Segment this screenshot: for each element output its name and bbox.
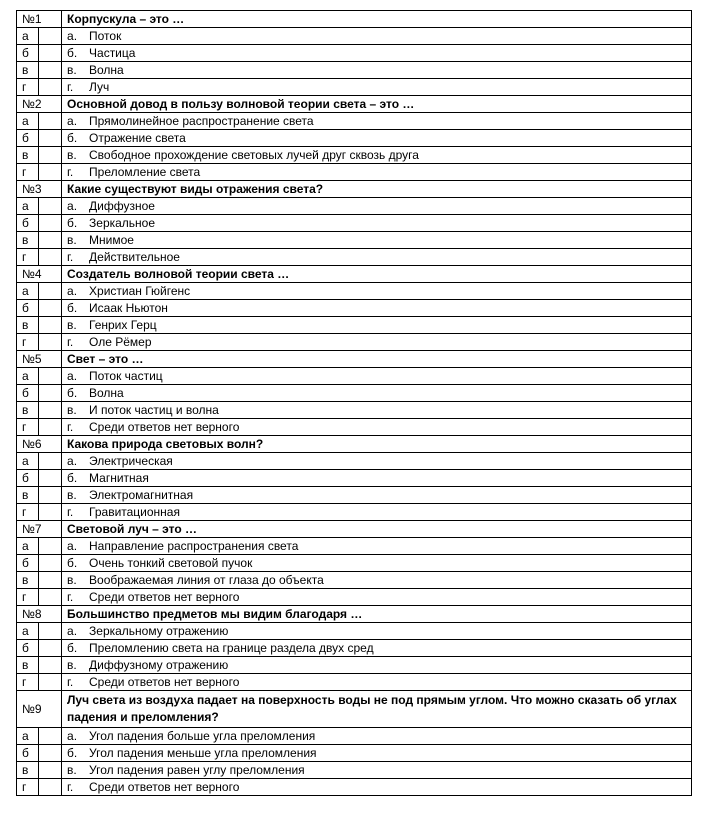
answer-letter-cell: б — [17, 300, 39, 317]
option-text: Электромагнитная — [89, 488, 194, 502]
option-text: Угол падения больше угла преломления — [89, 729, 316, 743]
question-text: Световой луч – это … — [62, 521, 692, 538]
answer-letter-cell: а — [17, 198, 39, 215]
option-marker: г. — [67, 505, 74, 519]
option-marker: б. — [67, 641, 78, 655]
answer-option — [62, 779, 692, 796]
option-text: Зеркальное — [89, 216, 156, 230]
option-text: Волна — [89, 63, 124, 77]
answer-option — [62, 283, 692, 300]
answer-row — [17, 419, 692, 436]
option-marker: а. — [67, 199, 78, 213]
option-text: Поток частиц — [89, 369, 163, 383]
option-text: Свободное прохождение световых лучей друг сквозь друга — [89, 148, 419, 162]
answer-option — [62, 640, 692, 657]
answer-option — [62, 470, 692, 487]
answer-letter-cell: а — [17, 28, 39, 45]
option-marker: а. — [67, 729, 78, 743]
option-marker: б. — [67, 386, 78, 400]
answer-letter-cell: б — [17, 555, 39, 572]
option-text: Среди ответов нет верного — [89, 590, 240, 604]
question-number: №9 — [17, 691, 62, 728]
answer-row — [17, 385, 692, 402]
question-header-row — [17, 436, 692, 453]
answer-letter-cell: а — [17, 113, 39, 130]
option-text: Преломление света — [89, 165, 201, 179]
answer-row — [17, 779, 692, 796]
answer-option — [62, 317, 692, 334]
answer-row — [17, 728, 692, 745]
answer-letter-cell: в — [17, 147, 39, 164]
answer-mark-cell[interactable] — [39, 147, 62, 164]
option-marker: г. — [67, 675, 74, 689]
option-text: Поток — [89, 29, 122, 43]
answer-mark-cell[interactable] — [39, 215, 62, 232]
answer-mark-cell[interactable] — [39, 779, 62, 796]
option-text: Преломлению света на границе раздела двух сред — [89, 641, 374, 655]
answer-row — [17, 487, 692, 504]
option-text: Угол падения равен углу преломления — [89, 763, 305, 777]
answer-option — [62, 402, 692, 419]
answer-mark-cell[interactable] — [39, 368, 62, 385]
question-text: Основной довод в пользу волновой теории света – это … — [62, 96, 692, 113]
answer-mark-cell[interactable] — [39, 640, 62, 657]
option-text: Угол падения меньше угла преломления — [89, 746, 317, 760]
answer-letter-cell: г — [17, 249, 39, 266]
answer-row — [17, 745, 692, 762]
answer-mark-cell[interactable] — [39, 572, 62, 589]
answer-mark-cell[interactable] — [39, 300, 62, 317]
option-text: Волна — [89, 386, 124, 400]
option-marker: г. — [67, 780, 74, 794]
answer-row — [17, 249, 692, 266]
option-marker: а. — [67, 624, 78, 638]
answer-option — [62, 130, 692, 147]
answer-mark-cell[interactable] — [39, 402, 62, 419]
answer-letter-cell: г — [17, 674, 39, 691]
answer-mark-cell[interactable] — [39, 198, 62, 215]
answer-letter-cell: б — [17, 745, 39, 762]
answer-mark-cell[interactable] — [39, 745, 62, 762]
question-number: №1 — [17, 11, 62, 28]
answer-row — [17, 198, 692, 215]
answer-letter-cell: г — [17, 79, 39, 96]
answer-mark-cell[interactable] — [39, 538, 62, 555]
answer-letter-cell: б — [17, 215, 39, 232]
question-number: №3 — [17, 181, 62, 198]
option-marker: в. — [67, 658, 77, 672]
option-marker: а. — [67, 29, 78, 43]
answer-row — [17, 674, 692, 691]
answer-mark-cell[interactable] — [39, 453, 62, 470]
answer-mark-cell[interactable] — [39, 283, 62, 300]
answer-mark-cell[interactable] — [39, 657, 62, 674]
answer-mark-cell[interactable] — [39, 62, 62, 79]
answer-option — [62, 674, 692, 691]
question-header-row — [17, 691, 692, 728]
answer-letter-cell: г — [17, 419, 39, 436]
answer-option — [62, 453, 692, 470]
option-text: Исаак Ньютон — [89, 301, 168, 315]
answer-option — [62, 728, 692, 745]
answer-row — [17, 555, 692, 572]
option-marker: г. — [67, 80, 74, 94]
option-text: Прямолинейное распространение света — [89, 114, 314, 128]
answer-row — [17, 762, 692, 779]
option-marker: а. — [67, 369, 78, 383]
answer-option — [62, 487, 692, 504]
answer-option — [62, 657, 692, 674]
question-number: №7 — [17, 521, 62, 538]
option-marker: г. — [67, 165, 74, 179]
answer-mark-cell[interactable] — [39, 728, 62, 745]
answer-letter-cell: б — [17, 45, 39, 62]
answer-option — [62, 62, 692, 79]
question-header-row — [17, 521, 692, 538]
answer-mark-cell[interactable] — [39, 470, 62, 487]
question-text: Корпускула – это … — [62, 11, 692, 28]
answer-mark-cell[interactable] — [39, 487, 62, 504]
answer-mark-cell[interactable] — [39, 589, 62, 606]
answer-letter-cell: б — [17, 385, 39, 402]
option-marker: в. — [67, 403, 77, 417]
option-marker: б. — [67, 746, 78, 760]
answer-letter-cell: а — [17, 368, 39, 385]
answer-row — [17, 368, 692, 385]
answer-letter-cell: б — [17, 640, 39, 657]
question-header-row — [17, 96, 692, 113]
option-marker: б. — [67, 131, 78, 145]
answer-option — [62, 164, 692, 181]
question-header-row — [17, 606, 692, 623]
option-marker: б. — [67, 46, 78, 60]
answer-letter-cell: г — [17, 164, 39, 181]
option-marker: б. — [67, 301, 78, 315]
option-text: Среди ответов нет верного — [89, 420, 240, 434]
answer-row — [17, 623, 692, 640]
answer-letter-cell: в — [17, 657, 39, 674]
answer-option — [62, 762, 692, 779]
answer-row — [17, 334, 692, 351]
quiz-body — [17, 11, 692, 796]
option-text: Оле Рёмер — [89, 335, 152, 349]
answer-letter-cell: г — [17, 589, 39, 606]
question-text: Луч света из воздуха падает на поверхность воды не под прямым углом. Что можно сказать об углах падения и преломления? — [62, 691, 692, 728]
option-text: Диффузному отражению — [89, 658, 229, 672]
option-text: Очень тонкий световой пучок — [89, 556, 253, 570]
option-marker: г. — [67, 420, 74, 434]
option-marker: г. — [67, 335, 74, 349]
option-text: Среди ответов нет верного — [89, 675, 240, 689]
answer-option — [62, 28, 692, 45]
option-text: Воображаемая линия от глаза до объекта — [89, 573, 324, 587]
option-text: Магнитная — [89, 471, 149, 485]
answer-option — [62, 419, 692, 436]
answer-row — [17, 657, 692, 674]
question-header-row — [17, 11, 692, 28]
option-marker: в. — [67, 573, 77, 587]
answer-row — [17, 640, 692, 657]
answer-option — [62, 572, 692, 589]
answer-mark-cell[interactable] — [39, 674, 62, 691]
option-text: Направление распространения света — [89, 539, 299, 553]
option-marker: в. — [67, 318, 77, 332]
option-text: Мнимое — [89, 233, 134, 247]
answer-option — [62, 113, 692, 130]
question-number: №2 — [17, 96, 62, 113]
answer-mark-cell[interactable] — [39, 45, 62, 62]
option-marker: б. — [67, 216, 78, 230]
answer-option — [62, 538, 692, 555]
answer-mark-cell[interactable] — [39, 79, 62, 96]
answer-row — [17, 215, 692, 232]
answer-option — [62, 232, 692, 249]
answer-letter-cell: г — [17, 504, 39, 521]
option-marker: в. — [67, 233, 77, 247]
option-text: Частица — [89, 46, 136, 60]
option-marker: г. — [67, 250, 74, 264]
answer-row — [17, 402, 692, 419]
option-marker: а. — [67, 284, 78, 298]
answer-mark-cell[interactable] — [39, 334, 62, 351]
quiz-table — [16, 10, 692, 796]
option-text: Отражение света — [89, 131, 186, 145]
option-marker: б. — [67, 471, 78, 485]
question-number: №4 — [17, 266, 62, 283]
answer-row — [17, 164, 692, 181]
answer-option — [62, 300, 692, 317]
answer-mark-cell[interactable] — [39, 385, 62, 402]
answer-letter-cell: б — [17, 130, 39, 147]
answer-mark-cell[interactable] — [39, 130, 62, 147]
answer-option — [62, 623, 692, 640]
answer-option — [62, 334, 692, 351]
answer-letter-cell: г — [17, 779, 39, 796]
answer-row — [17, 300, 692, 317]
answer-option — [62, 385, 692, 402]
answer-option — [62, 215, 692, 232]
answer-row — [17, 504, 692, 521]
option-text: Генрих Герц — [89, 318, 157, 332]
option-text: Действительное — [89, 250, 180, 264]
answer-option — [62, 45, 692, 62]
option-text: Луч — [89, 80, 110, 94]
answer-letter-cell: в — [17, 402, 39, 419]
answer-row — [17, 453, 692, 470]
answer-mark-cell[interactable] — [39, 164, 62, 181]
question-header-row — [17, 351, 692, 368]
answer-letter-cell: а — [17, 453, 39, 470]
question-text: Какова природа световых волн? — [62, 436, 692, 453]
answer-mark-cell[interactable] — [39, 232, 62, 249]
answer-mark-cell[interactable] — [39, 504, 62, 521]
answer-row — [17, 147, 692, 164]
option-text: Диффузное — [89, 199, 155, 213]
option-marker: в. — [67, 148, 77, 162]
answer-mark-cell[interactable] — [39, 419, 62, 436]
question-number: №8 — [17, 606, 62, 623]
answer-mark-cell[interactable] — [39, 28, 62, 45]
answer-row — [17, 589, 692, 606]
option-text: Зеркальному отражению — [89, 624, 229, 638]
option-marker: а. — [67, 454, 78, 468]
answer-letter-cell: в — [17, 487, 39, 504]
answer-row — [17, 113, 692, 130]
question-number: №6 — [17, 436, 62, 453]
question-text: Свет – это … — [62, 351, 692, 368]
answer-letter-cell: г — [17, 334, 39, 351]
answer-row — [17, 79, 692, 96]
answer-option — [62, 745, 692, 762]
answer-mark-cell[interactable] — [39, 113, 62, 130]
option-marker: г. — [67, 590, 74, 604]
question-text: Большинство предметов мы видим благодаря … — [62, 606, 692, 623]
option-text: И поток частиц и волна — [89, 403, 219, 417]
question-number: №5 — [17, 351, 62, 368]
answer-row — [17, 283, 692, 300]
option-marker: б. — [67, 556, 78, 570]
answer-option — [62, 555, 692, 572]
answer-letter-cell: а — [17, 623, 39, 640]
answer-letter-cell: в — [17, 62, 39, 79]
option-text: Гравитационная — [89, 505, 180, 519]
answer-option — [62, 79, 692, 96]
answer-letter-cell: в — [17, 317, 39, 334]
answer-row — [17, 538, 692, 555]
answer-row — [17, 470, 692, 487]
answer-option — [62, 249, 692, 266]
answer-row — [17, 232, 692, 249]
answer-option — [62, 147, 692, 164]
answer-letter-cell: в — [17, 572, 39, 589]
option-marker: в. — [67, 763, 77, 777]
answer-mark-cell[interactable] — [39, 317, 62, 334]
question-header-row — [17, 181, 692, 198]
answer-option — [62, 504, 692, 521]
option-text: Электрическая — [89, 454, 173, 468]
option-marker: а. — [67, 114, 78, 128]
question-text: Создатель волновой теории света … — [62, 266, 692, 283]
question-text: Какие существуют виды отражения света? — [62, 181, 692, 198]
option-marker: в. — [67, 488, 77, 502]
option-marker: а. — [67, 539, 78, 553]
option-text: Христиан Гюйгенс — [89, 284, 191, 298]
answer-letter-cell: а — [17, 283, 39, 300]
question-header-row — [17, 266, 692, 283]
option-text: Среди ответов нет верного — [89, 780, 240, 794]
answer-mark-cell[interactable] — [39, 623, 62, 640]
answer-letter-cell: а — [17, 728, 39, 745]
answer-letter-cell: а — [17, 538, 39, 555]
option-marker: в. — [67, 63, 77, 77]
answer-row — [17, 572, 692, 589]
answer-row — [17, 130, 692, 147]
answer-mark-cell[interactable] — [39, 249, 62, 266]
answer-option — [62, 589, 692, 606]
answer-row — [17, 317, 692, 334]
answer-letter-cell: б — [17, 470, 39, 487]
answer-mark-cell[interactable] — [39, 555, 62, 572]
answer-option — [62, 368, 692, 385]
answer-letter-cell: в — [17, 232, 39, 249]
answer-row — [17, 62, 692, 79]
answer-row — [17, 45, 692, 62]
answer-mark-cell[interactable] — [39, 762, 62, 779]
answer-letter-cell: в — [17, 762, 39, 779]
answer-row — [17, 28, 692, 45]
answer-option — [62, 198, 692, 215]
